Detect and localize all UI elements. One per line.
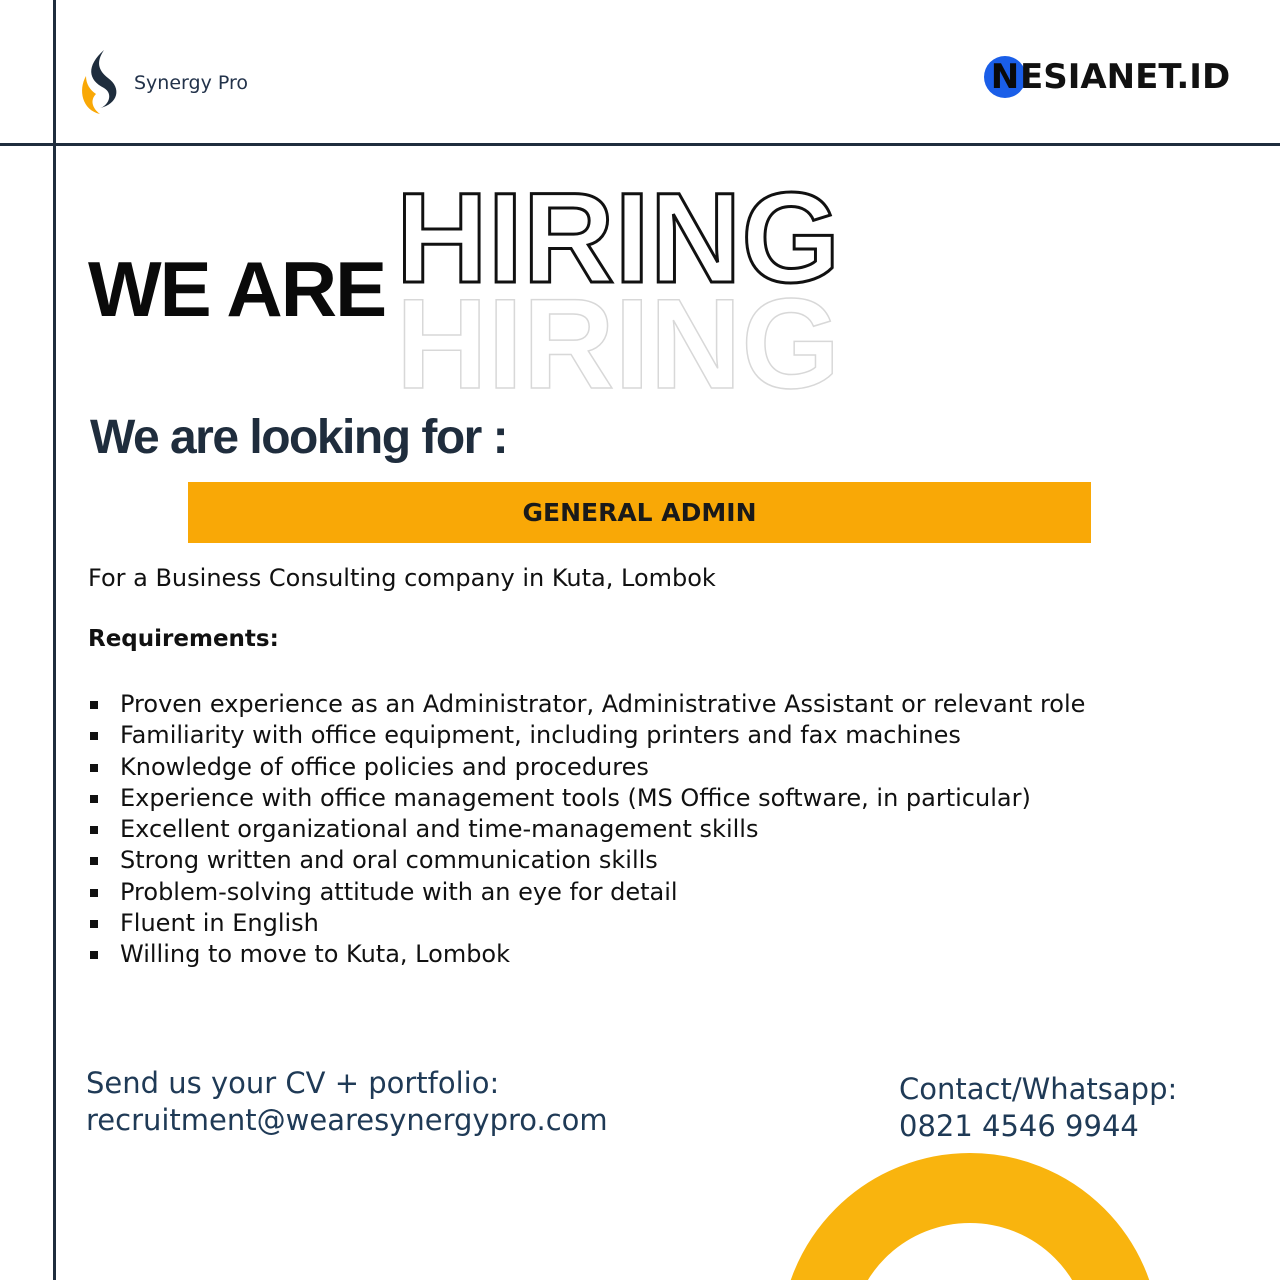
contact-label: Contact/Whatsapp:: [899, 1072, 1178, 1106]
hiring-outline-text: HIRING: [396, 170, 840, 310]
requirement-item: Experience with office management tools (MS Office software, in particular): [88, 783, 1085, 814]
looking-for-heading: We are looking for :: [90, 411, 508, 464]
bullet-icon: [90, 701, 98, 709]
brand-name: Synergy Pro: [134, 72, 248, 94]
requirement-item: Proven experience as an Administrator, Administrative Assistant or relevant role: [88, 689, 1085, 720]
bullet-icon: [90, 920, 98, 928]
bullet-icon: [90, 857, 98, 865]
decorative-ring: [780, 1153, 1160, 1280]
requirement-item: Strong written and oral communication skills: [88, 845, 1085, 876]
bullet-icon: [90, 889, 98, 897]
contact-phone-link[interactable]: 0821 4546 9944: [899, 1109, 1139, 1143]
requirement-item: Familiarity with office equipment, including printers and fax machines: [88, 720, 1085, 751]
bullet-icon: [90, 951, 98, 959]
requirements-heading: Requirements:: [88, 626, 279, 652]
role-banner: [188, 482, 1091, 543]
hiring-outline-title: [392, 170, 852, 400]
requirement-item: Willing to move to Kuta, Lombok: [88, 939, 1085, 970]
hiring-outline-reflection: HIRING: [396, 273, 840, 400]
bullet-icon: [90, 826, 98, 834]
requirement-item: Problem-solving attitude with an eye for detail: [88, 877, 1085, 908]
recruitment-email-link[interactable]: recruitment@wearesynergypro.com: [86, 1103, 608, 1137]
bullet-icon: [90, 764, 98, 772]
vertical-divider: [53, 0, 56, 1280]
send-cv-label: Send us your CV + portfolio:: [86, 1066, 500, 1100]
company-line: For a Business Consulting company in Kuta, Lombok: [88, 564, 716, 592]
requirement-item: Excellent organizational and time-management skills: [88, 814, 1085, 845]
partner-name: ESIANET.ID: [1020, 57, 1231, 97]
partner-initial: N: [984, 56, 1026, 98]
horizontal-divider: [0, 143, 1280, 146]
partner-logo: [984, 56, 1230, 98]
flame-drop-icon: [78, 48, 122, 118]
bullet-icon: [90, 732, 98, 740]
role-title: GENERAL ADMIN: [522, 498, 757, 527]
headline-prefix: WE ARE: [88, 245, 386, 333]
requirement-item: Knowledge of office policies and procedures: [88, 752, 1085, 783]
requirement-item: Fluent in English: [88, 908, 1085, 939]
bullet-icon: [90, 795, 98, 803]
requirements-list: [88, 689, 1085, 971]
brand-logo: [78, 48, 248, 118]
